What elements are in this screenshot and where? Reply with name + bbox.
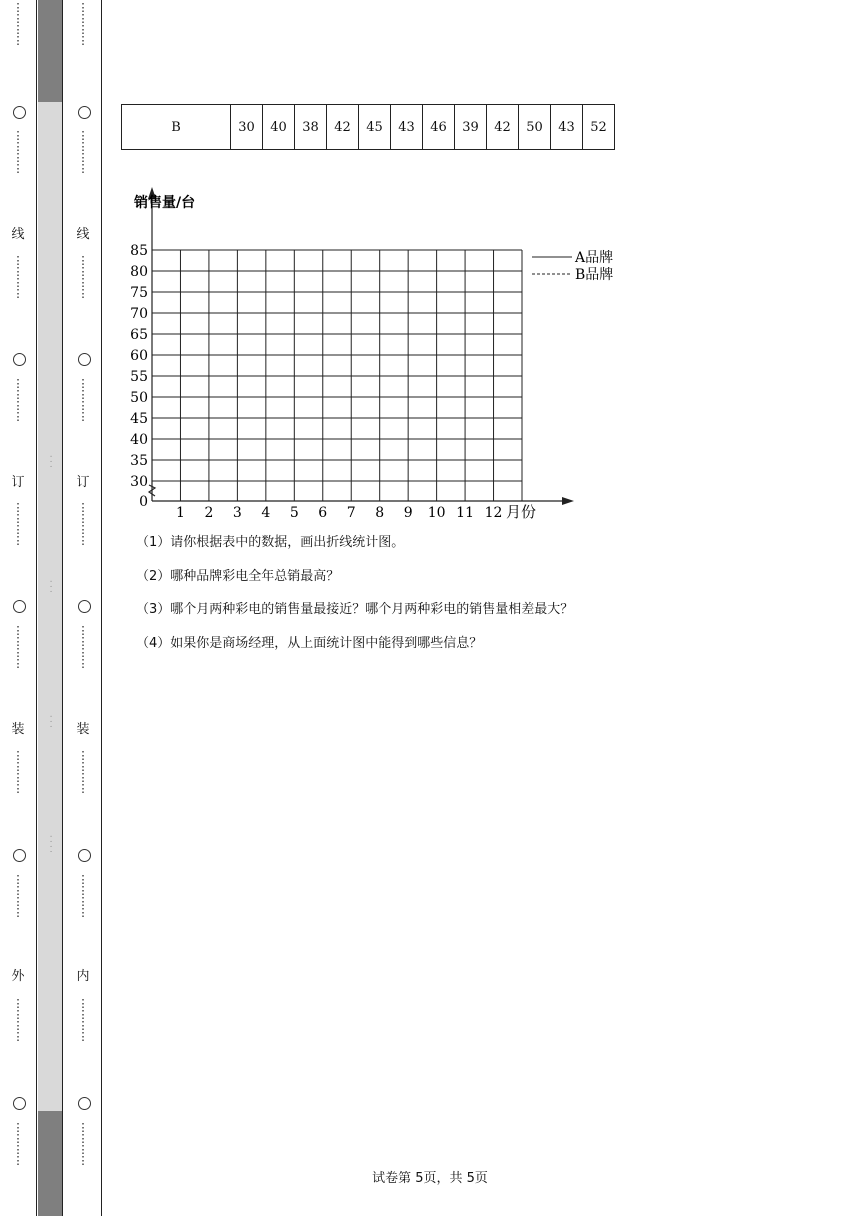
binding-dots: ⋮ ⋮ ⋮ ⋮ [12,873,24,919]
table-row [122,105,615,150]
table-cell: 42 [487,105,519,150]
y-tick-label: 80 [130,264,148,280]
binding-gray-strip [38,0,62,1216]
binding-label-order: 订 [11,475,25,490]
sales-table [121,104,615,150]
legend-label: A品牌 [575,250,614,266]
binding-dots: ⋮ ⋮ ⋮ ⋮ [77,1,89,47]
y-tick-label: 50 [130,390,148,406]
y-tick-label: 40 [130,432,148,448]
chart-axes [148,187,574,505]
binding-circle [13,106,26,119]
y-tick-label: 70 [130,306,148,322]
page-footer: 试卷第 5页，共 5页 [372,1171,488,1186]
binding-dots: ⋮ ⋮ ⋮ ⋮ [12,129,24,175]
y-tick-label: 30 [130,474,148,490]
y-tick-label: 35 [130,453,148,469]
y-tick-label: 0 [139,494,148,510]
x-tick-label: 6 [318,505,328,521]
binding-label-order: 订 [76,475,90,490]
question-4: （4）如果你是商场经理，从上面统计图中能得到哪些信息？ [136,636,483,651]
binding-dots: ⋮ ⋮ ⋮ ⋮ [77,1121,89,1167]
binding-dots: ⋮ ⋮ ⋮ ⋮ [77,749,89,795]
binding-dots: ⋮ ⋮ ⋮ ⋮ [77,624,89,670]
strip-dots: · · · [46,580,55,593]
y-tick-label: 85 [130,243,148,259]
y-axis-label: 销售量/台 [134,195,196,211]
y-tick-label: 60 [130,348,148,364]
binding-rule [101,0,102,1216]
y-tick-label: 75 [130,285,148,301]
sales-line-chart [120,185,640,530]
table-cell: 43 [391,105,423,150]
binding-circle [13,1097,26,1110]
x-tick-label: 9 [403,505,413,521]
table-cell: 30 [231,105,263,150]
x-tick-label: 12 [484,505,503,521]
table-cell: 45 [359,105,391,150]
table-cell: 42 [327,105,359,150]
binding-dots: ⋮ ⋮ ⋮ ⋮ [12,997,24,1043]
binding-dots: ⋮ ⋮ ⋮ ⋮ [77,873,89,919]
table-row-label: B [122,105,231,150]
x-tick-label: 11 [456,505,474,521]
binding-label-inner: 内 [76,969,90,984]
x-tick-label: 10 [427,505,446,521]
question-2: （2）哪种品牌彩电全年总销最高？ [136,569,340,584]
strip-dark-bottom [38,1111,62,1216]
axis-break [149,485,155,496]
x-tick-label: 2 [204,505,214,521]
strip-dots: · · · [46,455,55,468]
binding-circle [78,353,91,366]
strip-dots: · · · · [46,835,55,853]
binding-dots: ⋮ ⋮ ⋮ ⋮ [12,1121,24,1167]
table-cell: 38 [295,105,327,150]
binding-circle [78,1097,91,1110]
binding-circle [13,849,26,862]
table-cell: 43 [551,105,583,150]
x-axis-label: 月份 [506,503,537,521]
binding-label-outer: 外 [11,969,25,984]
binding-circle [78,849,91,862]
binding-dots: ⋮ ⋮ ⋮ ⋮ [77,377,89,423]
binding-dots: ⋮ ⋮ ⋮ ⋮ [77,129,89,175]
binding-dots: ⋮ ⋮ ⋮ ⋮ [12,624,24,670]
x-tick-label: 5 [289,505,299,521]
binding-dots: ⋮ ⋮ ⋮ ⋮ [12,749,24,795]
strip-dots: · · · [46,715,55,728]
table-cell: 39 [455,105,487,150]
binding-rule [36,0,37,1216]
binding-dots: ⋮ ⋮ ⋮ ⋮ [12,1,24,47]
x-tick-label: 1 [176,505,185,521]
chart-ticks [130,194,536,521]
binding-circle [13,600,26,613]
binding-circle [78,600,91,613]
binding-margin-inner [63,0,101,1216]
chart-grid [152,250,522,501]
binding-label-bind: 装 [76,722,90,737]
table-cell: 50 [519,105,551,150]
x-tick-label: 8 [375,505,385,521]
x-tick-label: 7 [346,505,356,521]
question-3: （3）哪个月两种彩电的销售量最接近？哪个月两种彩电的销售量相差最大？ [136,602,574,617]
table-cell: 46 [423,105,455,150]
y-tick-label: 45 [130,411,148,427]
chart-legend [532,249,613,283]
binding-dots: ⋮ ⋮ ⋮ ⋮ [12,501,24,547]
x-tick-label: 4 [261,505,271,521]
legend-label: B品牌 [575,267,614,283]
binding-margin-outer [0,0,36,1216]
binding-label-bind: 装 [11,722,25,737]
strip-dark-top [38,0,62,102]
binding-label-line: 线 [11,227,25,242]
binding-dots: ⋮ ⋮ ⋮ ⋮ [12,377,24,423]
x-axis-arrow [562,497,574,505]
binding-circle [78,106,91,119]
binding-dots: ⋮ ⋮ ⋮ ⋮ [77,997,89,1043]
x-tick-label: 3 [232,505,242,521]
binding-dots: ⋮ ⋮ ⋮ ⋮ [12,254,24,300]
binding-label-line: 线 [76,227,90,242]
y-tick-label: 55 [130,369,148,385]
table-cell: 40 [263,105,295,150]
y-tick-label: 65 [130,327,148,343]
binding-dots: ⋮ ⋮ ⋮ ⋮ [77,254,89,300]
binding-dots: ⋮ ⋮ ⋮ ⋮ [77,501,89,547]
binding-circle [13,353,26,366]
table-cell: 52 [583,105,615,150]
question-1: （1）请你根据表中的数据，画出折线统计图。 [136,535,405,550]
